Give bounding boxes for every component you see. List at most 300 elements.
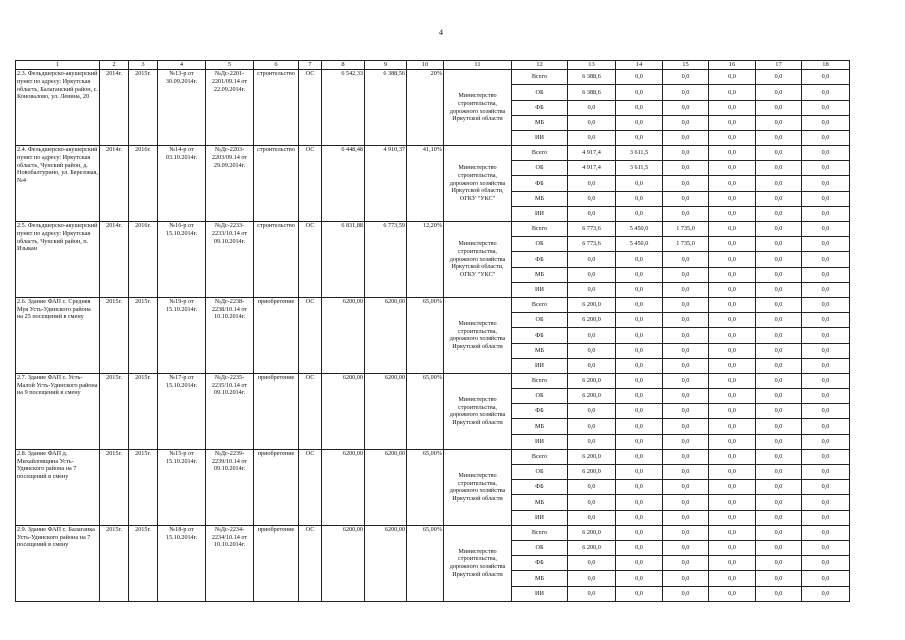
table-row [16, 297, 850, 312]
responsible-executor: Министерство строительства, дорожного хозяйства Иркутской области [444, 297, 512, 373]
amount-cell: 0,0 [709, 449, 756, 464]
estimated-cost: 6 831,88 [322, 222, 365, 298]
amount-cell: 0,0 [709, 434, 756, 449]
amount-cell: 0,0 [756, 571, 802, 586]
amount-cell: 6 388,6 [568, 70, 616, 85]
amount-cell: 0,0 [663, 313, 709, 328]
contract-cost: 6200,00 [365, 449, 407, 525]
amount-cell: 0,0 [663, 343, 709, 358]
funding-source: ОС [299, 146, 322, 222]
amount-cell: 0,0 [568, 495, 616, 510]
amount-cell: 0,0 [616, 358, 663, 373]
column-number: 1 [16, 61, 100, 70]
contract-document: №Дс-2239-2239/10.14 от 09.10.2014г. [206, 449, 254, 525]
budget-label: МБ [512, 115, 568, 130]
funding-source: ОС [299, 525, 322, 601]
amount-cell: 0,0 [756, 70, 802, 85]
amount-cell: 0,0 [709, 373, 756, 388]
amount-cell: 0,0 [709, 100, 756, 115]
column-number: 8 [322, 61, 365, 70]
amount-cell: 0,0 [616, 130, 663, 145]
amount-cell: 6 200,0 [568, 297, 616, 312]
amount-cell: 0,0 [616, 373, 663, 388]
order-document: №16-р от 15.10.2014г. [158, 222, 206, 298]
column-number: 18 [802, 61, 850, 70]
amount-cell: 0,0 [756, 389, 802, 404]
amount-cell: 0,0 [802, 449, 850, 464]
amount-cell: 0,0 [709, 161, 756, 176]
work-type: строительство [254, 70, 299, 146]
amount-cell: 0,0 [802, 176, 850, 191]
readiness-percent: 65,00% [407, 449, 444, 525]
contract-document: №Дс-2234-2234/10.14 от 10.10.2014г. [206, 525, 254, 601]
amount-cell: 0,0 [663, 586, 709, 601]
budget-label: МБ [512, 267, 568, 282]
amount-cell: 6 200,0 [568, 449, 616, 464]
responsible-executor: Министерство строительства, дорожного хозяйства Иркутской области [444, 373, 512, 449]
amount-cell: 0,0 [616, 191, 663, 206]
amount-cell: 0,0 [568, 328, 616, 343]
contract-cost: 6 773,59 [365, 222, 407, 298]
amount-cell: 0,0 [663, 146, 709, 161]
amount-cell: 0,0 [709, 70, 756, 85]
amount-cell: 0,0 [756, 161, 802, 176]
column-number: 6 [254, 61, 299, 70]
amount-cell: 0,0 [568, 510, 616, 525]
column-number: 9 [365, 61, 407, 70]
column-number: 16 [709, 61, 756, 70]
amount-cell: 0,0 [802, 540, 850, 555]
end-year: 2016г. [129, 222, 158, 298]
amount-cell: 0,0 [616, 480, 663, 495]
budget-label: ФБ [512, 480, 568, 495]
amount-cell: 4 917,4 [568, 146, 616, 161]
table-row [16, 449, 850, 464]
funding-source: ОС [299, 449, 322, 525]
amount-cell: 0,0 [568, 100, 616, 115]
budget-label: ИИ [512, 586, 568, 601]
investment-table [15, 60, 850, 602]
amount-cell: 0,0 [802, 328, 850, 343]
amount-cell: 0,0 [756, 465, 802, 480]
amount-cell: 0,0 [663, 525, 709, 540]
funding-source: ОС [299, 373, 322, 449]
amount-cell: 0,0 [616, 100, 663, 115]
column-number: 7 [299, 61, 322, 70]
object-name: 2.6. Здание ФАП с. Средняя Муя Усть-Удинского района на 25 посещений в смену [16, 297, 100, 373]
readiness-percent: 65,00% [407, 525, 444, 601]
contract-document: №Дс-2235-2235/10.14 от 09.10.2014г. [206, 373, 254, 449]
amount-cell: 0,0 [568, 358, 616, 373]
amount-cell: 0,0 [756, 434, 802, 449]
work-type: строительство [254, 222, 299, 298]
column-number: 17 [756, 61, 802, 70]
order-document: №15-р от 15.10.2014г. [158, 449, 206, 525]
amount-cell: 0,0 [802, 115, 850, 130]
amount-cell: 0,0 [802, 419, 850, 434]
readiness-percent: 20% [407, 70, 444, 146]
amount-cell: 0,0 [756, 222, 802, 237]
amount-cell: 0,0 [663, 85, 709, 100]
amount-cell: 1 735,0 [663, 222, 709, 237]
start-year: 2015г. [100, 449, 129, 525]
amount-cell: 0,0 [709, 267, 756, 282]
table-row [16, 222, 850, 237]
work-type: приобретение [254, 525, 299, 601]
funding-source: ОС [299, 70, 322, 146]
amount-cell: 0,0 [616, 389, 663, 404]
object-name: 2.3. Фельдшерско-акушерский пункт по адресу: Иркутская область, Балаганский район, с. Коновалово, ул. Ленина, 20 [16, 70, 100, 146]
end-year: 2015г. [129, 525, 158, 601]
amount-cell: 0,0 [709, 419, 756, 434]
amount-cell: 4 917,4 [568, 161, 616, 176]
budget-label: ФБ [512, 328, 568, 343]
object-name: 2.5. Фельдшерско-акушерский пункт по адресу: Иркутская область, Чунский район, п. Изыкан [16, 222, 100, 298]
amount-cell: 0,0 [802, 161, 850, 176]
amount-cell: 0,0 [709, 525, 756, 540]
responsible-executor: Министерство строительства, дорожного хозяйства Иркутской области [444, 449, 512, 525]
amount-cell: 0,0 [663, 252, 709, 267]
amount-cell: 0,0 [663, 419, 709, 434]
amount-cell: 0,0 [709, 480, 756, 495]
amount-cell: 0,0 [616, 525, 663, 540]
contract-document: №Дс-2203-2203/09.14 от 29.09.2014г. [206, 146, 254, 222]
column-number: 14 [616, 61, 663, 70]
budget-label: ИИ [512, 206, 568, 221]
amount-cell: 0,0 [616, 267, 663, 282]
amount-cell: 6 200,0 [568, 540, 616, 555]
contract-cost: 4 910,37 [365, 146, 407, 222]
amount-cell: 0,0 [616, 252, 663, 267]
amount-cell: 0,0 [616, 206, 663, 221]
amount-cell: 0,0 [568, 571, 616, 586]
amount-cell: 0,0 [568, 176, 616, 191]
budget-label: ОБ [512, 237, 568, 252]
readiness-percent: 65,00% [407, 373, 444, 449]
amount-cell: 0,0 [568, 419, 616, 434]
work-type: строительство [254, 146, 299, 222]
amount-cell: 0,0 [802, 434, 850, 449]
amount-cell: 0,0 [802, 586, 850, 601]
amount-cell: 0,0 [756, 328, 802, 343]
amount-cell: 0,0 [709, 85, 756, 100]
amount-cell: 0,0 [663, 130, 709, 145]
amount-cell: 0,0 [568, 191, 616, 206]
amount-cell: 0,0 [663, 282, 709, 297]
amount-cell: 0,0 [616, 328, 663, 343]
amount-cell: 0,0 [616, 282, 663, 297]
amount-cell: 0,0 [756, 480, 802, 495]
amount-cell: 0,0 [802, 358, 850, 373]
amount-cell: 0,0 [568, 267, 616, 282]
budget-label: ИИ [512, 510, 568, 525]
start-year: 2014г. [100, 222, 129, 298]
amount-cell: 0,0 [663, 297, 709, 312]
amount-cell: 0,0 [756, 586, 802, 601]
table-row [16, 373, 850, 388]
end-year: 2015г. [129, 70, 158, 146]
amount-cell: 0,0 [802, 191, 850, 206]
amount-cell: 0,0 [802, 556, 850, 571]
amount-cell: 0,0 [616, 115, 663, 130]
amount-cell: 0,0 [663, 449, 709, 464]
amount-cell: 0,0 [802, 525, 850, 540]
amount-cell: 0,0 [709, 252, 756, 267]
column-number: 4 [158, 61, 206, 70]
start-year: 2015г. [100, 373, 129, 449]
amount-cell: 0,0 [709, 571, 756, 586]
amount-cell: 0,0 [568, 130, 616, 145]
amount-cell: 0,0 [709, 404, 756, 419]
amount-cell: 0,0 [756, 540, 802, 555]
end-year: 2015г. [129, 449, 158, 525]
budget-label: ФБ [512, 556, 568, 571]
column-number: 11 [444, 61, 512, 70]
estimated-cost: 6200,00 [322, 297, 365, 373]
amount-cell: 0,0 [802, 389, 850, 404]
order-document: №17-р от 15.10.2014г. [158, 373, 206, 449]
amount-cell: 0,0 [568, 404, 616, 419]
amount-cell: 0,0 [756, 495, 802, 510]
amount-cell: 0,0 [756, 237, 802, 252]
amount-cell: 0,0 [802, 373, 850, 388]
amount-cell: 0,0 [756, 510, 802, 525]
amount-cell: 0,0 [663, 495, 709, 510]
amount-cell: 0,0 [802, 70, 850, 85]
amount-cell: 0,0 [616, 419, 663, 434]
object-name: 2.7. Здание ФАП с. Усть-Малой Усть-Удинского района на 9 посещений в смену [16, 373, 100, 449]
funding-source: ОС [299, 297, 322, 373]
amount-cell: 0,0 [616, 449, 663, 464]
amount-cell: 0,0 [663, 480, 709, 495]
amount-cell: 0,0 [568, 343, 616, 358]
amount-cell: 0,0 [709, 510, 756, 525]
object-name: 2.8. Здание ФАП д. Михайловщина Усть-Удинского района на 7 посещений в смену [16, 449, 100, 525]
amount-cell: 0,0 [616, 571, 663, 586]
amount-cell: 0,0 [756, 525, 802, 540]
order-document: №13-р от 30.09.2014г. [158, 70, 206, 146]
readiness-percent: 41,10% [407, 146, 444, 222]
budget-label: Всего [512, 146, 568, 161]
amount-cell: 0,0 [663, 70, 709, 85]
budget-label: Всего [512, 297, 568, 312]
amount-cell: 0,0 [568, 282, 616, 297]
estimated-cost: 6200,00 [322, 449, 365, 525]
budget-label: ИИ [512, 434, 568, 449]
amount-cell: 0,0 [663, 191, 709, 206]
amount-cell: 0,0 [756, 130, 802, 145]
amount-cell: 0,0 [709, 540, 756, 555]
budget-label: ИИ [512, 282, 568, 297]
amount-cell: 6 200,0 [568, 389, 616, 404]
amount-cell: 6 200,0 [568, 313, 616, 328]
amount-cell: 0,0 [802, 571, 850, 586]
amount-cell: 0,0 [802, 495, 850, 510]
budget-label: ФБ [512, 252, 568, 267]
responsible-executor: Министерство строительства, дорожного хозяйства Иркутской области, ОГКУ "УКС" [444, 146, 512, 222]
column-number: 5 [206, 61, 254, 70]
amount-cell: 0,0 [616, 540, 663, 555]
budget-label: ИИ [512, 130, 568, 145]
amount-cell: 3 611,5 [616, 146, 663, 161]
amount-cell: 0,0 [756, 449, 802, 464]
funding-source: ОС [299, 222, 322, 298]
readiness-percent: 65,00% [407, 297, 444, 373]
table-row [16, 70, 850, 85]
amount-cell: 0,0 [616, 85, 663, 100]
amount-cell: 0,0 [616, 434, 663, 449]
amount-cell: 0,0 [802, 85, 850, 100]
column-number-row [16, 61, 850, 70]
budget-label: ОБ [512, 313, 568, 328]
amount-cell: 0,0 [709, 146, 756, 161]
budget-label: Всего [512, 222, 568, 237]
amount-cell: 0,0 [709, 556, 756, 571]
budget-label: Всего [512, 525, 568, 540]
start-year: 2014г. [100, 146, 129, 222]
amount-cell: 0,0 [616, 176, 663, 191]
column-number: 12 [512, 61, 568, 70]
budget-label: Всего [512, 449, 568, 464]
contract-cost: 6200,00 [365, 373, 407, 449]
amount-cell: 0,0 [756, 252, 802, 267]
amount-cell: 0,0 [756, 297, 802, 312]
page-number: 4 [439, 28, 443, 37]
responsible-executor: Министерство строительства, дорожного хозяйства Иркутской области, ОГКУ "УКС" [444, 222, 512, 298]
amount-cell: 0,0 [709, 115, 756, 130]
amount-cell: 0,0 [756, 282, 802, 297]
amount-cell: 0,0 [709, 176, 756, 191]
amount-cell: 0,0 [709, 206, 756, 221]
start-year: 2014г. [100, 70, 129, 146]
column-number: 15 [663, 61, 709, 70]
amount-cell: 0,0 [756, 115, 802, 130]
start-year: 2015г. [100, 297, 129, 373]
amount-cell: 5 450,0 [616, 222, 663, 237]
amount-cell: 0,0 [616, 510, 663, 525]
amount-cell: 0,0 [709, 389, 756, 404]
budget-label: ФБ [512, 176, 568, 191]
amount-cell: 0,0 [616, 556, 663, 571]
amount-cell: 0,0 [709, 465, 756, 480]
amount-cell: 0,0 [663, 571, 709, 586]
amount-cell: 0,0 [756, 267, 802, 282]
budget-label: ОБ [512, 465, 568, 480]
amount-cell: 0,0 [756, 343, 802, 358]
responsible-executor: Министерство строительства, дорожного хозяйства Иркутской области [444, 525, 512, 601]
contract-document: №Дс-2238-2238/10.14 от 10.10.2014г. [206, 297, 254, 373]
amount-cell: 0,0 [709, 237, 756, 252]
amount-cell: 0,0 [663, 556, 709, 571]
amount-cell: 0,0 [663, 100, 709, 115]
amount-cell: 0,0 [756, 191, 802, 206]
estimated-cost: 6200,00 [322, 525, 365, 601]
amount-cell: 0,0 [663, 434, 709, 449]
order-document: №14-р от 03.10.2014г. [158, 146, 206, 222]
start-year: 2015г. [100, 525, 129, 601]
amount-cell: 0,0 [802, 313, 850, 328]
amount-cell: 0,0 [802, 100, 850, 115]
amount-cell: 0,0 [756, 85, 802, 100]
budget-label: ФБ [512, 100, 568, 115]
amount-cell: 0,0 [663, 465, 709, 480]
amount-cell: 0,0 [709, 358, 756, 373]
amount-cell: 0,0 [616, 343, 663, 358]
amount-cell: 0,0 [802, 343, 850, 358]
amount-cell: 0,0 [709, 222, 756, 237]
amount-cell: 0,0 [663, 540, 709, 555]
budget-label: ОБ [512, 85, 568, 100]
budget-label: ИИ [512, 358, 568, 373]
work-type: приобретение [254, 449, 299, 525]
contract-cost: 6200,00 [365, 297, 407, 373]
estimated-cost: 6200,00 [322, 373, 365, 449]
amount-cell: 0,0 [802, 297, 850, 312]
amount-cell: 0,0 [663, 373, 709, 388]
table-row [16, 146, 850, 161]
amount-cell: 0,0 [663, 510, 709, 525]
amount-cell: 0,0 [663, 161, 709, 176]
amount-cell: 0,0 [802, 237, 850, 252]
amount-cell: 0,0 [616, 495, 663, 510]
amount-cell: 6 388,6 [568, 85, 616, 100]
amount-cell: 0,0 [663, 206, 709, 221]
amount-cell: 6 773,6 [568, 237, 616, 252]
budget-label: Всего [512, 373, 568, 388]
budget-label: МБ [512, 343, 568, 358]
column-number: 3 [129, 61, 158, 70]
budget-label: МБ [512, 571, 568, 586]
work-type: приобретение [254, 297, 299, 373]
column-number: 10 [407, 61, 444, 70]
end-year: 2015г. [129, 297, 158, 373]
amount-cell: 0,0 [756, 373, 802, 388]
amount-cell: 0,0 [709, 328, 756, 343]
amount-cell: 0,0 [709, 297, 756, 312]
amount-cell: 0,0 [756, 419, 802, 434]
amount-cell: 6 200,0 [568, 373, 616, 388]
amount-cell: 5 450,0 [616, 237, 663, 252]
amount-cell: 0,0 [802, 510, 850, 525]
amount-cell: 0,0 [616, 586, 663, 601]
estimated-cost: 6 542,33 [322, 70, 365, 146]
amount-cell: 0,0 [709, 282, 756, 297]
amount-cell: 0,0 [568, 206, 616, 221]
contract-document: №Дс-2201-2201/09.14 от 22.09.2014г. [206, 70, 254, 146]
amount-cell: 0,0 [802, 130, 850, 145]
amount-cell: 3 611,5 [616, 161, 663, 176]
estimated-cost: 6 448,48 [322, 146, 365, 222]
amount-cell: 0,0 [756, 556, 802, 571]
amount-cell: 0,0 [663, 358, 709, 373]
amount-cell: 0,0 [663, 115, 709, 130]
amount-cell: 0,0 [756, 313, 802, 328]
amount-cell: 0,0 [756, 404, 802, 419]
amount-cell: 0,0 [709, 495, 756, 510]
object-name: 2.4. Фельдшерско-акушерский пункт по адресу: Иркутская область, Чунский район, д. Новобалтурино, ул. Березовая, №4 [16, 146, 100, 222]
amount-cell: 0,0 [568, 586, 616, 601]
amount-cell: 0,0 [568, 434, 616, 449]
budget-label: ОБ [512, 161, 568, 176]
amount-cell: 0,0 [756, 206, 802, 221]
amount-cell: 6 200,0 [568, 465, 616, 480]
amount-cell: 0,0 [802, 267, 850, 282]
order-document: №18-р от 15.10.2014г. [158, 525, 206, 601]
amount-cell: 0,0 [756, 100, 802, 115]
amount-cell: 0,0 [663, 328, 709, 343]
column-number: 13 [568, 61, 616, 70]
amount-cell: 0,0 [616, 313, 663, 328]
